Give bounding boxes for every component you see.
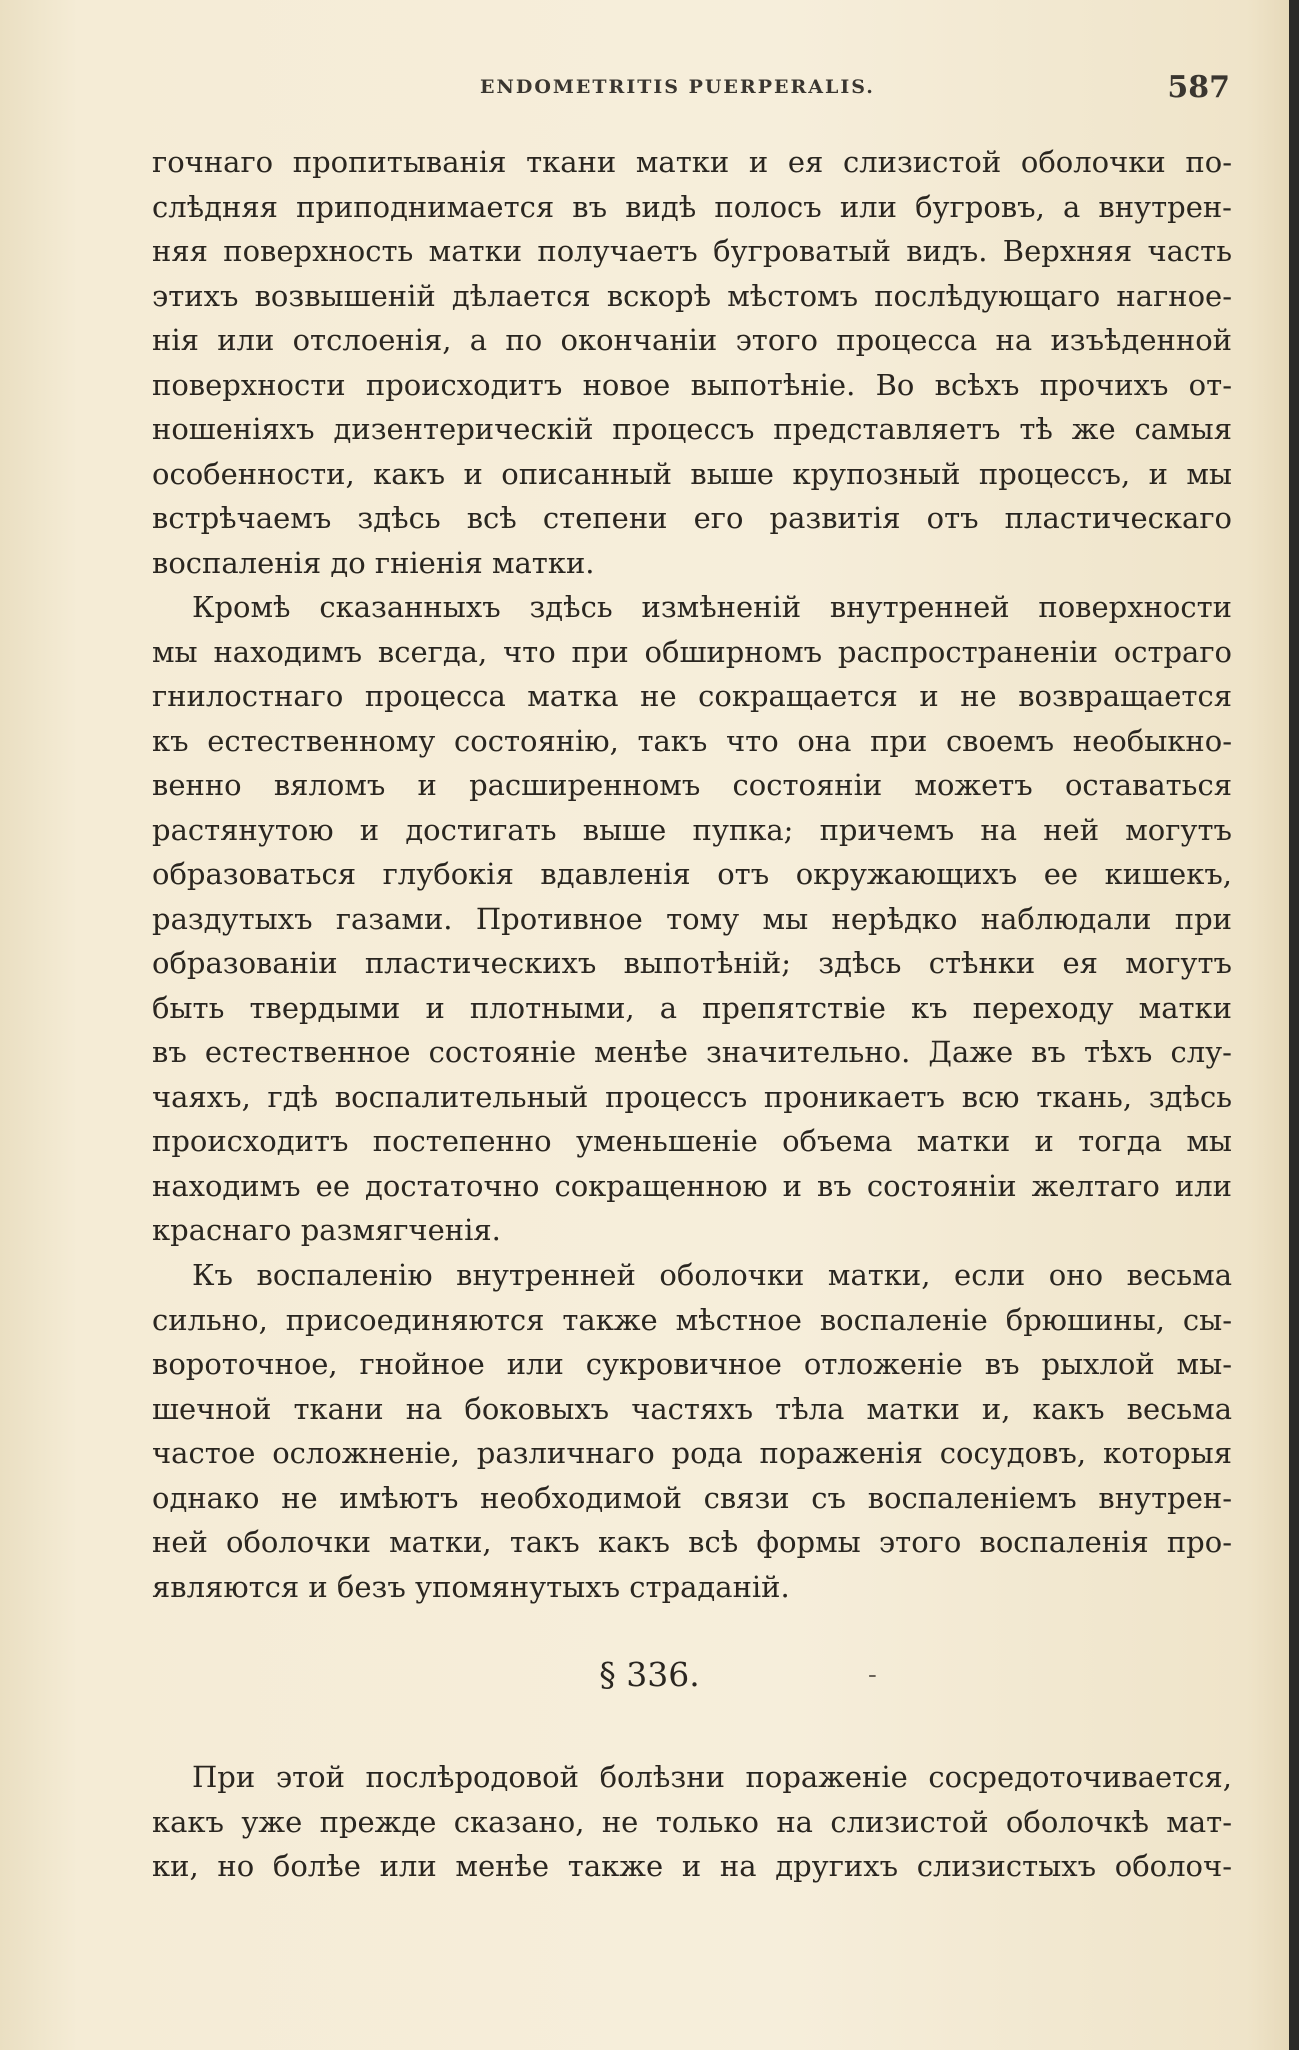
text-line: этихъ возвышеній дѣлается вскорѣ мѣстомъ послѣдующаго нагное- — [152, 278, 1232, 313]
text-line: въ естественное состояніе менѣе значительно. Даже въ тѣхъ слу- — [152, 1035, 1232, 1069]
text-line: однако не имѣютъ необходимой связи съ воспаленіемъ внутрен- — [152, 1480, 1232, 1515]
text-line: образованіи пластическихъ выпотѣній; здѣсь стѣнки ея могутъ — [152, 946, 1232, 980]
text-line: особенности, какъ и описанный выше крупозный процессъ, и мы — [152, 456, 1232, 491]
page-header — [150, 70, 1230, 110]
text-line: венно вяломъ и расширенномъ состояніи можетъ оставаться — [152, 768, 1232, 802]
paragraph-3 — [152, 1253, 1232, 1609]
text-line: сильно, присоединяются также мѣстное воспаленіе брюшины, сы- — [152, 1302, 1232, 1337]
text-line: къ естественному состоянію, такъ что она при своемъ необыкно- — [152, 723, 1232, 758]
text-line: поверхности происходитъ новое выпотѣніе. Во всѣхъ прочихъ от- — [152, 367, 1232, 402]
text-line: ки, но болѣе или менѣе также и на другихъ слизистыхъ оболоч- — [152, 1849, 1232, 1883]
paragraph-1 — [152, 140, 1232, 585]
text-line: чаяхъ, гдѣ воспалительный процессъ проникаетъ всю ткань, здѣсь — [152, 1079, 1232, 1114]
text-line: происходитъ постепенно уменьшеніе объема матки и тогда мы — [152, 1124, 1232, 1158]
text-line: встрѣчаемъ здѣсь всѣ степени его развитія отъ пластическаго — [152, 501, 1232, 535]
text-line: воспаленія до гніенія матки. — [152, 545, 595, 580]
text-line: какъ уже прежде сказано, не только на слизистой оболочкѣ мат- — [152, 1804, 1232, 1839]
text-line: являются и безъ упомянутыхъ страданій. — [152, 1569, 790, 1604]
text-line: няя поверхность матки получаетъ бугроватый видъ. Верхняя часть — [152, 234, 1232, 268]
text-line: краснаго размягченія. — [152, 1213, 501, 1247]
running-title: ENDOMETRITIS PUERPERALIS. — [480, 76, 875, 98]
text-line: нія или отслоенія, а по окончаніи этого процесса на изъѣденной — [152, 323, 1232, 357]
text-line: вороточное, гнойное или сукровичное отложеніе въ рыхлой мы- — [152, 1347, 1232, 1381]
text-line: находимъ ее достаточно сокращенною и въ состояніи желтаго или — [152, 1168, 1232, 1203]
text-line: При этой послѣродовой болѣзни пораженіе сосредоточивается, — [192, 1760, 1232, 1794]
text-line: растянутою и достигать выше пупка; причемъ на ней могутъ — [152, 812, 1232, 847]
text-line: гнилостнаго процесса матка не сокращается и не возвращается — [152, 679, 1232, 713]
text-line: шечной ткани на боковыхъ частяхъ тѣла матки и, какъ весьма — [152, 1391, 1232, 1426]
section-heading: § 336. — [599, 1655, 700, 1694]
text-line: быть твердыми и плотными, а препятствіе къ переходу матки — [152, 990, 1232, 1025]
text-line: образоваться глубокія вдавленія отъ окружающихъ ее кишекъ, — [152, 857, 1232, 891]
section-mark: - — [868, 1660, 877, 1690]
paragraph-4 — [152, 1755, 1232, 1889]
text-line: раздутыхъ газами. Противное тому мы нерѣдко наблюдали при — [152, 901, 1232, 936]
text-line: ношеніяхъ дизентерическій процессъ представляетъ тѣ же самыя — [152, 412, 1232, 446]
page-number: 587 — [1167, 70, 1230, 105]
text-line: слѣдняя приподнимается въ видѣ полосъ или бугровъ, а внутрен- — [152, 189, 1232, 224]
text-line: Кромѣ сказанныхъ здѣсь измѣненій внутренней поверхности — [192, 590, 1232, 624]
text-line: ней оболочки матки, такъ какъ всѣ формы этого воспаленія про- — [152, 1525, 1232, 1559]
text-line: частое осложненіе, различнаго рода пораженія сосудовъ, которыя — [152, 1436, 1232, 1470]
paragraph-2 — [152, 585, 1232, 1253]
page-edge-shadow — [1289, 0, 1299, 2050]
text-line: Къ воспаленію внутренней оболочки матки, если оно весьма — [192, 1258, 1232, 1292]
text-line: гочнаго пропитыванія ткани матки и ея слизистой оболочки по- — [152, 145, 1232, 179]
text-line: мы находимъ всегда, что при обширномъ распространеніи остраго — [152, 634, 1232, 669]
